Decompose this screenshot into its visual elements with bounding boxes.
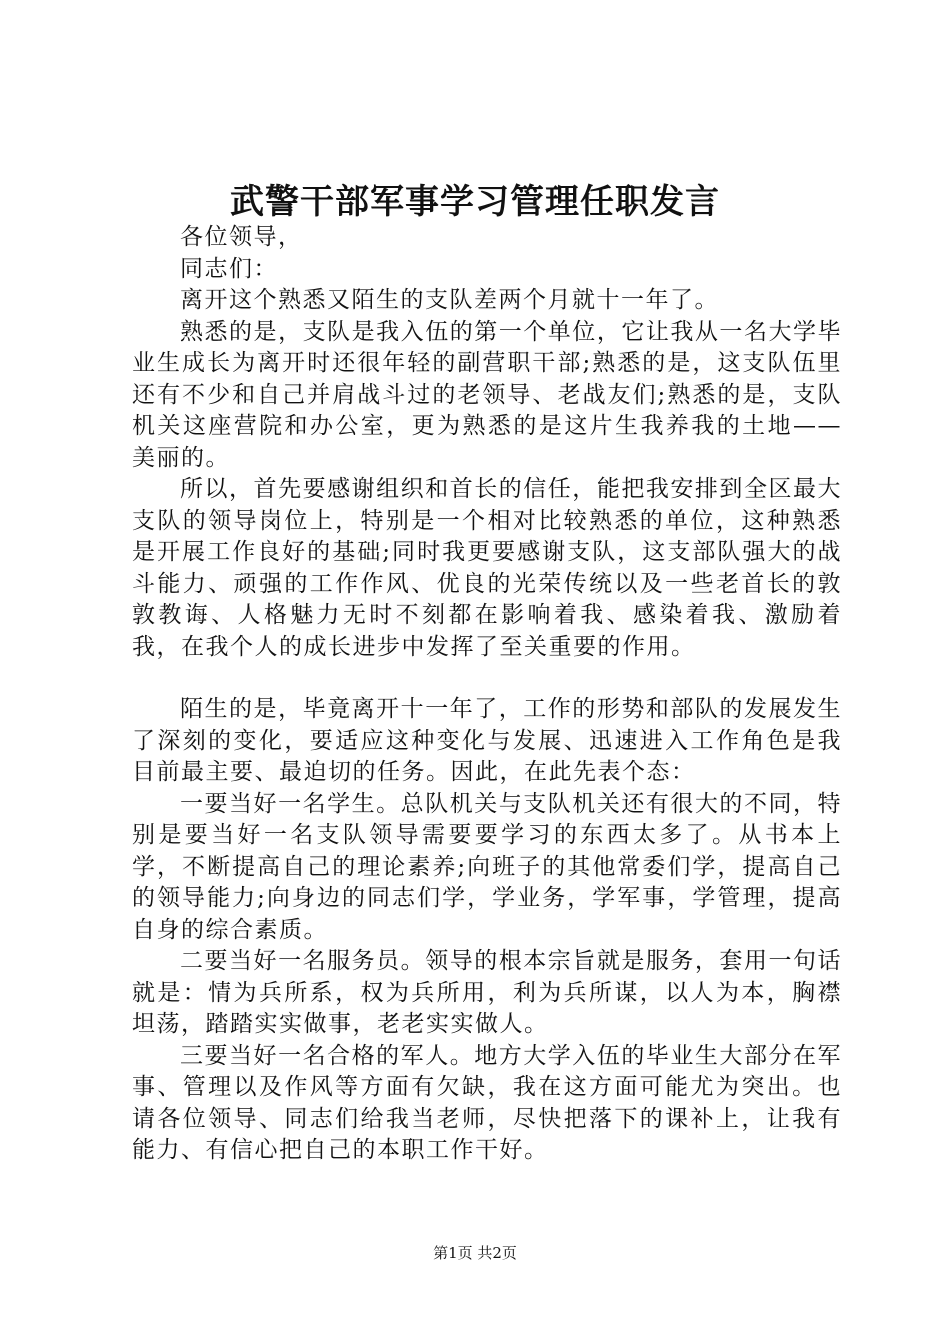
salutation-comrades: 同志们： (180, 255, 278, 282)
paragraph-point-one: 一要当好一名学生。总队机关与支队机关还有很大的不同，特别是要当好一名支队领导需要要学习的东西太多了。从书本上学，不断提高自己的理论素养;向班子的其他常委们学，提高自己的领导能力;向身边的同志们学，学业务，学军事，学管理，提高自身的综合素质。 (132, 790, 842, 943)
salutation-leaders: 各位领导， (180, 224, 303, 250)
document-title: 武警干部军事学习管理任职发言 (230, 182, 720, 222)
paragraph-point-three: 三要当好一名合格的军人。地方大学入伍的毕业生大部分在军事、管理以及作风等方面有欠缺，我在这方面可能尤为突出。也请各位领导、同志们给我当老师，尽快把落下的课补上，让我有能力、有信心把自己的本职工作干好。 (132, 1042, 842, 1163)
page-footer: 第1页 共2页 (433, 1244, 517, 1262)
document-body (132, 222, 842, 1167)
paragraph-point-two: 二要当好一名服务员。领导的根本宗旨就是服务，套用一句话就是：情为兵所系，权为兵所用，利为兵所谋，以人为本，胸襟坦荡，踏踏实实做事，老老实实做人。 (132, 948, 842, 1037)
paragraph-unfamiliar: 陌生的是，毕竟离开十一年了，工作的形势和部队的发展发生了深刻的变化，要适应这种变化与发展、迅速进入工作角色是我目前最主要、最迫切的任务。因此，在此先表个态： (132, 696, 842, 785)
paragraph-gratitude: 所以，首先要感谢组织和首长的信任，能把我安排到全区最大支队的领导岗位上，特别是一个相对比较熟悉的单位，这种熟悉是开展工作良好的基础;同时我更要感谢支队，这支部队强大的战斗能力、顽强的工作作风、优良的光荣传统以及一些老首长的敦敦教诲、人格魅力无时不刻都在影响着我、感染着我、激励着我，在我个人的成长进步中发挥了至关重要的作用。 (132, 476, 842, 660)
paragraph-familiar: 熟悉的是，支队是我入伍的第一个单位，它让我从一名大学毕业生成长为离开时还很年轻的副营职干部;熟悉的是，这支队伍里还有不少和自己并肩战斗过的老领导、老战友们;熟悉的是，支队机关这座营院和办公室，更为熟悉的是这片生我养我的土地——美丽的。 (132, 318, 842, 471)
paragraph-intro: 离开这个熟悉又陌生的支队差两个月就十一年了。 (180, 287, 719, 313)
